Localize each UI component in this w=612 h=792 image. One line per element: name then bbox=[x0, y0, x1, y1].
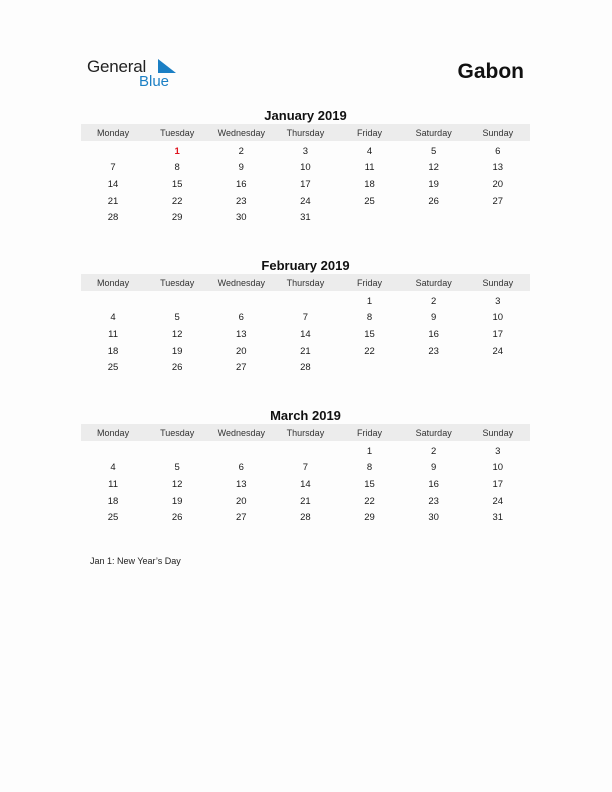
weeks-grid bbox=[81, 293, 530, 376]
day-cell: 23 bbox=[428, 345, 439, 357]
week-row bbox=[81, 310, 530, 327]
day-cell: 16 bbox=[428, 328, 439, 340]
day-cell: 20 bbox=[236, 345, 247, 357]
weekday-label: Friday bbox=[357, 127, 383, 138]
day-cell: 31 bbox=[492, 512, 504, 524]
day-cell: 18 bbox=[364, 178, 375, 190]
day-cell: 7 bbox=[110, 162, 116, 174]
day-cell: 30 bbox=[236, 212, 247, 224]
weekday-header bbox=[81, 424, 530, 441]
logo-text-blue: Blue bbox=[139, 73, 170, 90]
day-cell: 6 bbox=[238, 462, 244, 474]
day-cell: 22 bbox=[171, 195, 183, 207]
holiday-day-cell: 1 bbox=[174, 145, 180, 157]
weekday-label: Thursday bbox=[286, 127, 325, 138]
day-cell: 8 bbox=[366, 312, 373, 324]
day-cell: 19 bbox=[428, 178, 439, 190]
week-row bbox=[81, 359, 530, 376]
week-row bbox=[81, 509, 530, 526]
day-cell: 12 bbox=[428, 162, 439, 174]
weekday-label: Tuesday bbox=[160, 427, 195, 438]
day-cell: 12 bbox=[171, 478, 183, 490]
day-cell: 25 bbox=[107, 362, 119, 374]
day-cell: 22 bbox=[364, 495, 375, 507]
day-cell: 30 bbox=[428, 512, 439, 524]
day-cell: 9 bbox=[431, 462, 437, 474]
week-row bbox=[81, 460, 530, 477]
day-cell: 13 bbox=[492, 162, 504, 174]
day-cell: 4 bbox=[110, 462, 116, 474]
week-row bbox=[81, 443, 530, 460]
day-cell: 16 bbox=[428, 478, 439, 490]
week-row bbox=[81, 209, 530, 226]
day-cell: 27 bbox=[236, 512, 247, 524]
month-title: February 2019 bbox=[261, 258, 350, 273]
day-cell: 14 bbox=[300, 328, 311, 340]
day-cell: 3 bbox=[302, 145, 309, 157]
month-january bbox=[81, 107, 530, 226]
day-cell: 17 bbox=[492, 328, 504, 340]
day-cell: 2 bbox=[431, 295, 437, 307]
weekday-label: Wednesday bbox=[217, 427, 265, 438]
day-cell: 4 bbox=[110, 312, 116, 324]
weekday-header bbox=[81, 124, 530, 141]
day-cell: 21 bbox=[107, 195, 119, 207]
day-cell: 17 bbox=[492, 478, 504, 490]
weekday-label: Monday bbox=[97, 277, 130, 288]
day-cell: 5 bbox=[174, 312, 180, 324]
day-cell: 10 bbox=[492, 462, 504, 474]
weekday-label: Friday bbox=[357, 277, 383, 288]
holiday-note: Jan 1: New Year’s Day bbox=[90, 556, 181, 566]
day-cell: 18 bbox=[107, 495, 119, 507]
day-cell: 1 bbox=[366, 295, 373, 307]
week-row bbox=[81, 293, 530, 310]
week-row bbox=[81, 143, 530, 160]
week-row bbox=[81, 493, 530, 510]
day-cell: 16 bbox=[236, 178, 247, 190]
week-row bbox=[81, 176, 530, 193]
week-row bbox=[81, 160, 530, 177]
day-cell: 5 bbox=[174, 462, 180, 474]
weeks-grid bbox=[81, 143, 530, 226]
weekday-label: Sunday bbox=[482, 127, 514, 138]
day-cell: 7 bbox=[302, 312, 309, 324]
day-cell: 8 bbox=[174, 162, 180, 174]
week-row bbox=[81, 193, 530, 210]
day-cell: 22 bbox=[364, 345, 375, 357]
weekday-label: Tuesday bbox=[160, 127, 195, 138]
day-cell: 11 bbox=[108, 478, 118, 490]
weekday-label: Friday bbox=[357, 427, 383, 438]
day-cell: 19 bbox=[171, 345, 183, 357]
day-cell: 11 bbox=[108, 328, 118, 340]
month-february bbox=[81, 257, 530, 376]
day-cell: 15 bbox=[171, 178, 183, 190]
weekday-label: Wednesday bbox=[217, 277, 265, 288]
day-cell: 29 bbox=[364, 512, 375, 524]
day-cell: 23 bbox=[428, 495, 439, 507]
day-cell: 12 bbox=[171, 328, 183, 340]
day-cell: 5 bbox=[431, 145, 437, 157]
day-cell: 19 bbox=[171, 495, 183, 507]
weekday-label: Saturday bbox=[415, 277, 452, 288]
weekday-label: Wednesday bbox=[217, 127, 265, 138]
day-cell: 20 bbox=[492, 178, 504, 190]
day-cell: 13 bbox=[236, 478, 247, 490]
day-cell: 18 bbox=[107, 345, 119, 357]
week-row bbox=[81, 476, 530, 493]
day-cell: 28 bbox=[300, 362, 311, 374]
day-cell: 29 bbox=[171, 212, 183, 224]
day-cell: 25 bbox=[364, 195, 375, 207]
day-cell: 8 bbox=[366, 462, 373, 474]
logo bbox=[87, 57, 187, 93]
day-cell: 10 bbox=[300, 162, 311, 174]
day-cell: 14 bbox=[107, 178, 119, 190]
day-cell: 2 bbox=[431, 445, 437, 457]
day-cell: 2 bbox=[238, 145, 244, 157]
month-title: January 2019 bbox=[264, 108, 347, 123]
day-cell: 4 bbox=[366, 145, 373, 157]
weekday-label: Thursday bbox=[286, 427, 325, 438]
day-cell: 20 bbox=[236, 495, 247, 507]
logo-text-general: General bbox=[87, 57, 147, 76]
day-cell: 26 bbox=[428, 195, 439, 207]
day-cell: 27 bbox=[492, 195, 504, 207]
day-cell: 31 bbox=[300, 212, 311, 224]
day-cell: 28 bbox=[300, 512, 311, 524]
logo-flag-icon bbox=[156, 59, 176, 73]
day-cell: 26 bbox=[171, 512, 183, 524]
weekday-label: Sunday bbox=[482, 427, 514, 438]
day-cell: 26 bbox=[171, 362, 183, 374]
day-cell: 15 bbox=[364, 478, 375, 490]
weekday-label: Saturday bbox=[415, 427, 452, 438]
week-row bbox=[81, 326, 530, 343]
weekday-label: Monday bbox=[97, 127, 130, 138]
day-cell: 11 bbox=[364, 162, 375, 174]
country-title: Gabon bbox=[457, 60, 524, 83]
month-title: March 2019 bbox=[270, 408, 341, 423]
day-cell: 23 bbox=[236, 195, 247, 207]
day-cell: 9 bbox=[238, 162, 244, 174]
month-march bbox=[81, 407, 530, 526]
weekday-label: Thursday bbox=[286, 277, 325, 288]
day-cell: 3 bbox=[495, 445, 501, 457]
holiday-notes bbox=[90, 556, 181, 566]
weekday-header bbox=[81, 274, 530, 291]
day-cell: 6 bbox=[238, 312, 244, 324]
day-cell: 13 bbox=[236, 328, 247, 340]
weekday-label: Monday bbox=[97, 427, 130, 438]
day-cell: 9 bbox=[431, 312, 437, 324]
weekday-label: Saturday bbox=[415, 127, 452, 138]
day-cell: 24 bbox=[300, 195, 311, 207]
day-cell: 14 bbox=[300, 478, 311, 490]
weeks-grid bbox=[81, 443, 530, 526]
day-cell: 6 bbox=[495, 145, 501, 157]
weekday-label: Sunday bbox=[482, 277, 514, 288]
day-cell: 24 bbox=[492, 345, 504, 357]
day-cell: 15 bbox=[364, 328, 375, 340]
day-cell: 25 bbox=[107, 512, 119, 524]
day-cell: 27 bbox=[236, 362, 247, 374]
day-cell: 7 bbox=[302, 462, 309, 474]
day-cell: 21 bbox=[300, 495, 311, 507]
weekday-label: Tuesday bbox=[160, 277, 195, 288]
day-cell: 1 bbox=[366, 445, 373, 457]
day-cell: 28 bbox=[107, 212, 119, 224]
day-cell: 17 bbox=[300, 178, 311, 190]
day-cell: 24 bbox=[492, 495, 504, 507]
day-cell: 3 bbox=[495, 295, 501, 307]
day-cell: 10 bbox=[492, 312, 504, 324]
week-row bbox=[81, 343, 530, 360]
day-cell: 21 bbox=[300, 345, 311, 357]
